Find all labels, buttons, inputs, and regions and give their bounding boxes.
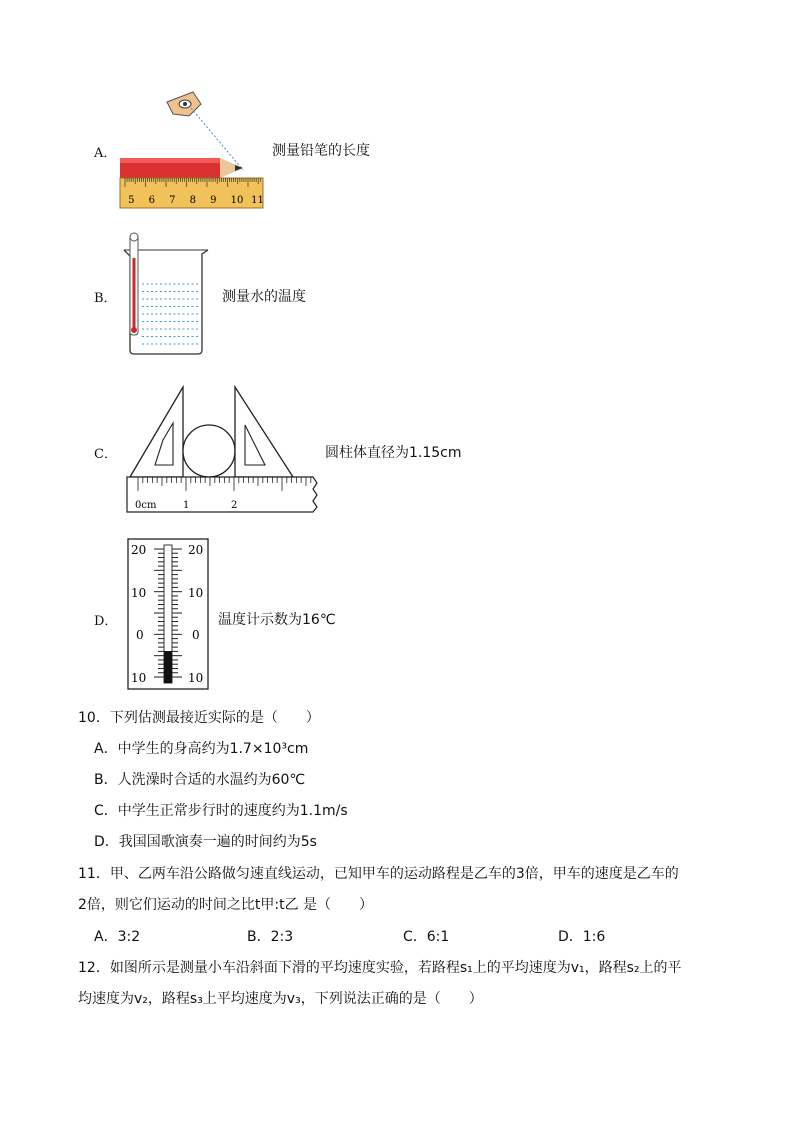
scale-right-neg10: 10 — [188, 671, 204, 685]
ruler-c-label-1: 1 — [183, 500, 190, 511]
ruler-a-label: 5 — [128, 195, 135, 206]
q12-line2: 均速度为v₂，路程s₃上平均速度为v₃，下列说法正确的是（ ） — [78, 991, 483, 1007]
ruler-a-label: 10 — [230, 195, 244, 206]
q10-choice-d: D．我国国歌演奏一遍的时间约为5s — [94, 834, 317, 850]
option-c-letter: C． — [94, 447, 117, 462]
ruler-a — [120, 178, 264, 208]
option-b-letter: B． — [94, 291, 117, 306]
scale-left-0: 0 — [136, 628, 144, 642]
ruler-c — [127, 477, 317, 512]
option-a-letter: A． — [94, 146, 117, 161]
ruler-c-label-0: 0cm — [135, 500, 157, 511]
q10-stem: 10．下列估测最接近实际的是（ ） — [78, 710, 320, 726]
option-b-figure — [120, 230, 215, 358]
scale-left-neg10: 10 — [131, 671, 147, 685]
option-b-caption: 测量水的温度 — [222, 289, 306, 305]
q11-line2: 2倍，则它们运动的时间之比t甲:t乙 是（ ） — [78, 897, 374, 913]
scale-right-0: 0 — [192, 628, 200, 642]
ruler-a-label: 11 — [251, 195, 264, 206]
eye-icon — [167, 92, 201, 116]
q11-choice-c: C．6:1 — [403, 929, 450, 945]
q10-choice-c: C．中学生正常步行时的速度约为1.1m/s — [94, 803, 348, 819]
q11-choice-a: A．3:2 — [94, 929, 141, 945]
scale-right-20: 20 — [188, 543, 204, 557]
ruler-a-label: 8 — [189, 195, 197, 206]
option-d-caption: 温度计示数为16℃ — [218, 612, 336, 628]
ruler-a-label: 6 — [148, 195, 156, 206]
ruler-a-label: 9 — [210, 195, 217, 206]
ruler-c-label-2: 2 — [231, 500, 238, 511]
triangle-right-icon — [235, 387, 293, 477]
cylinder-circle — [183, 425, 235, 477]
scale-right-10: 10 — [188, 586, 204, 600]
q11-line1: 11．甲、乙两车沿公路做匀速直线运动，已知甲车的运动路程是乙车的3倍，甲车的速度是乙车的 — [78, 866, 679, 882]
q10-choice-a: A．中学生的身高约为1.7×10³cm — [94, 741, 309, 757]
ruler-a-label: 7 — [169, 195, 176, 206]
triangle-left-icon — [130, 387, 183, 477]
mercury-column — [164, 651, 172, 683]
pencil-icon — [120, 158, 243, 178]
option-a-caption: 测量铅笔的长度 — [272, 143, 370, 159]
scale-left-10: 10 — [131, 586, 147, 600]
q12-line1: 12．如图所示是测量小车沿斜面下滑的平均速度实验，若路程s₁上的平均速度为v₁，路程s₂上的平 — [78, 960, 682, 976]
scale-left-20: 20 — [131, 543, 147, 557]
q11-choice-d: D．1:6 — [558, 929, 606, 945]
option-c-figure — [125, 385, 325, 515]
option-d-letter: D． — [94, 614, 118, 629]
thermometer-icon — [130, 233, 138, 335]
option-c-caption: 圆柱体直径为1.15cm — [325, 445, 462, 461]
q11-choice-b: B．2:3 — [247, 929, 294, 945]
q10-choice-b: B．人洗澡时合适的水温约为60℃ — [94, 772, 306, 788]
option-a-figure — [115, 82, 270, 212]
option-d-figure — [126, 537, 212, 692]
